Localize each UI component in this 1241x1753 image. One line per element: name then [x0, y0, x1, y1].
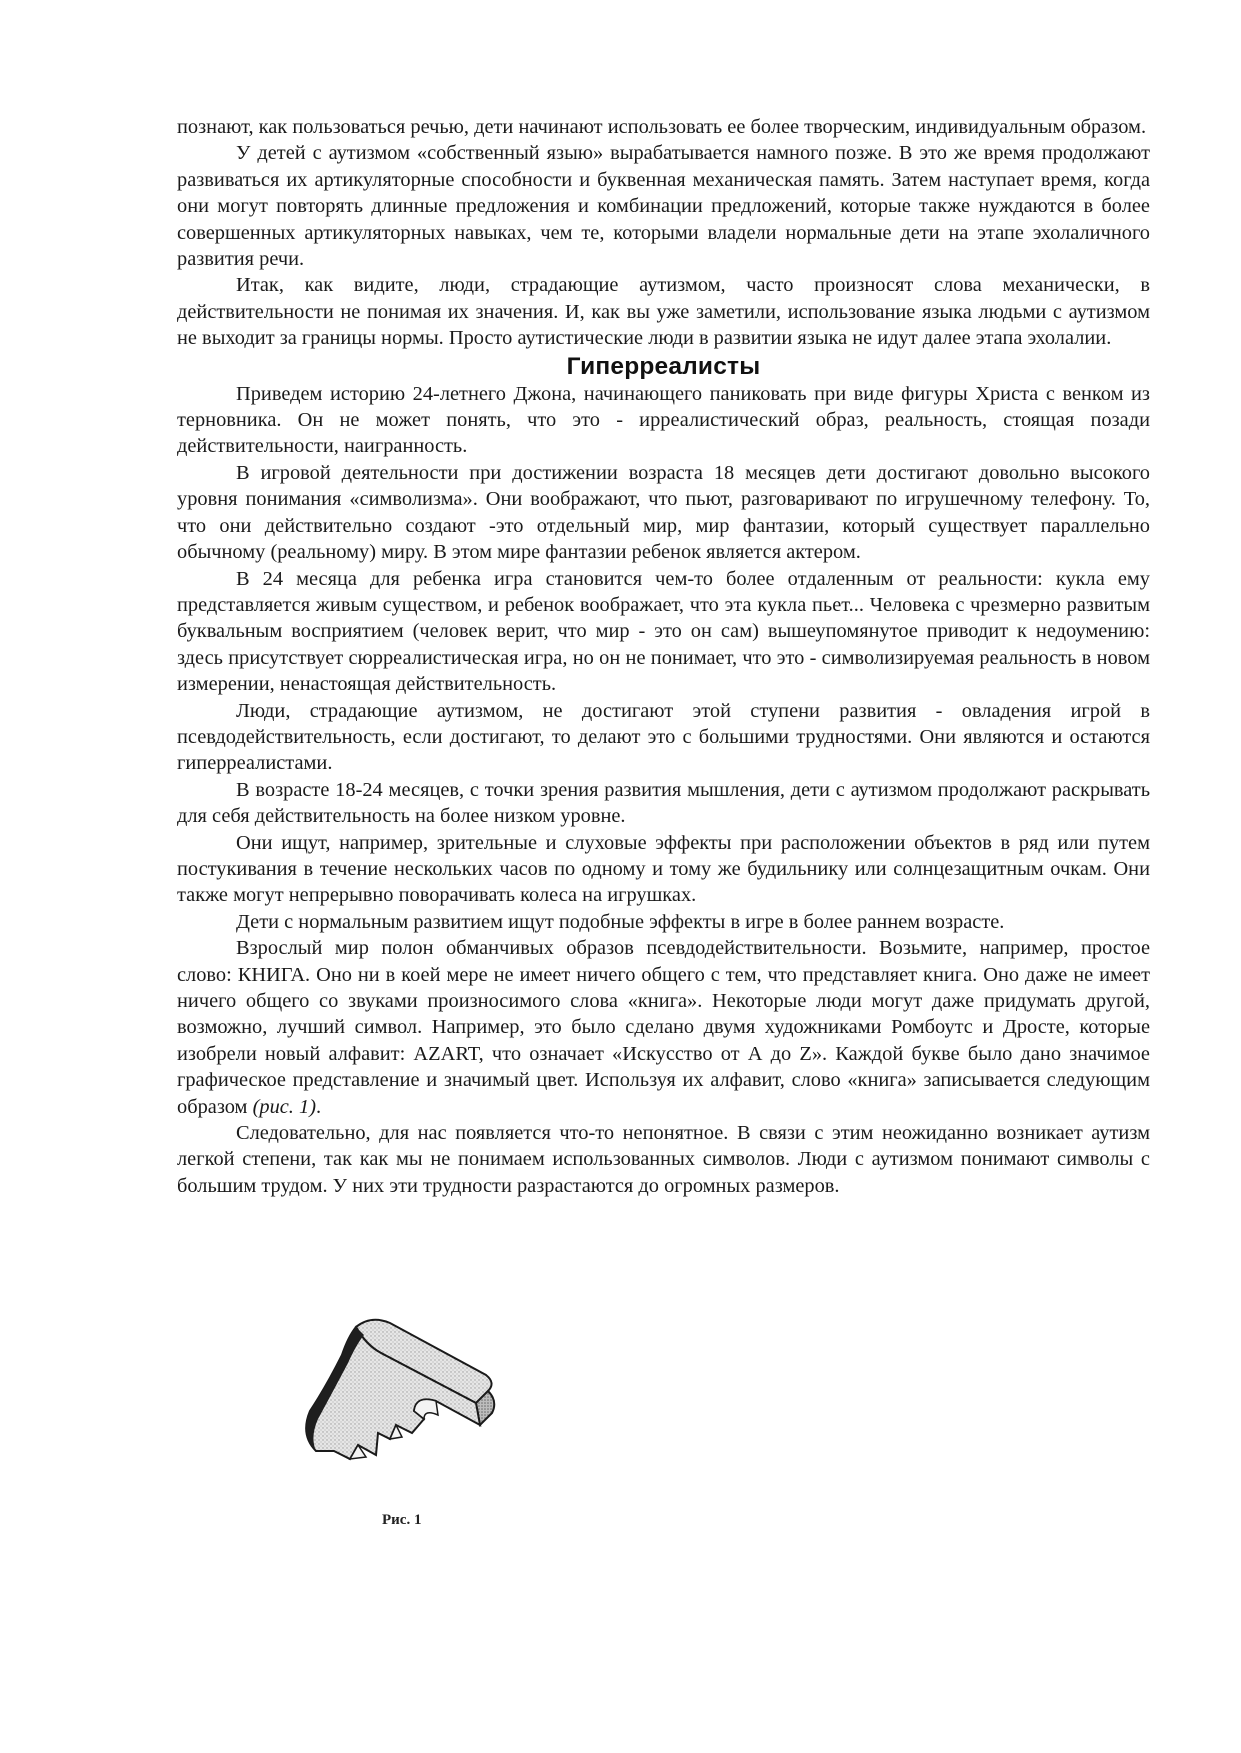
figure-azart-symbol — [286, 1315, 516, 1525]
paragraph: В 24 месяца для ребенка игра становится чем-то более отдаленным от реальности: кукла ему представляется живым существом, и ребенок воображает, что эта кукла пьет... Человека с чрезмерно развитым буквальным восприятием (человек верит, что мир - это он сам) вышеупомянутое приводит к недоумению: здесь присутствует сюрреалистическая игра, но он не понимает, что это - символизируемая реальность в новом измерении, ненастоящая действительность. — [177, 567, 1150, 696]
paragraph-azart — [177, 935, 1150, 1120]
paragraph: познают, как пользоваться речью, дети начинают использовать ее более творческим, индивидуальным образом. — [177, 116, 1147, 138]
figure-caption: Рис. 1 — [382, 1512, 422, 1528]
figure-reference: (рис. 1) — [252, 1095, 316, 1118]
section-title: Гиперреалисты — [566, 352, 761, 380]
paragraph: В возрасте 18-24 месяцев, с точки зрения развития мышления, дети с аутизмом продолжают раскрывать для себя действительность на более низком уровне. — [177, 778, 1150, 828]
paragraph: Люди, страдающие аутизмом, не достигают этой ступени развития - овладения игрой в псевдодействительность, если достигают, то делают это с большими трудностями. Они являются и остаются гиперреалистами. — [177, 699, 1150, 775]
paragraph: Они ищут, например, зрительные и слуховые эффекты при расположении объектов в ряд или путем постукивания в течение нескольких часов по одному и тому же будильнику или солнцезащитным очкам. Они также могут непрерывно поворачивать колеса на игрушках. — [177, 831, 1150, 907]
paragraph: Следовательно, для нас появляется что-то непонятное. В связи с этим неожиданно возникает аутизм легкой степени, так как мы не понимаем использованных символов. Люди с аутизмом понимают символы с большим трудом. У них эти трудности разрастаются до огромных размеров. — [177, 1122, 1150, 1197]
paragraph: В игровой деятельности при достижении возраста 18 месяцев дети достигают довольно высокого уровня понимания «символизма». Они воображают, что пьют, разговаривают по игрушечному телефону. То, что они действительно создают -это отдельный мир, мир фантазии, который существует параллельно обычному (реальному) миру. В этом мире фантазии ребенок является актером. — [177, 461, 1150, 564]
paragraph-azart-end: . — [316, 1095, 322, 1118]
paragraph-azart-text: Взрослый мир полон обманчивых образов псевдодействительности. Возьмите, например, простое слово: КНИГА. Оно ни в коей мере не имеет ничего общего с тем, что представляет книга. Оно даже не имеет ничего общего со звуками произносимого слова «книга». Некоторые люди могут даже придумать другой, возможно, лучший символ. Например, это было сделано двумя художниками Ромбоутс и Дросте, которые изобрели новый алфавит: AZART, что означает «Искусство от А до Z». Каждой букве было дано значимое графическое представление и значимый цвет. Используя их алфавит, слово «книга» записывается следующим образом — [177, 937, 1150, 1118]
paragraph: Итак, как видите, люди, страдающие аутизмом, часто произносят слова механически, в действительности не понимая их значения. И, как вы уже заметили, использование языка людьми с аутизмом не выходит за границы нормы. Просто аутистические люди в развитии языка не идут далее этапа эхолалии. — [177, 274, 1150, 350]
paragraph: Приведем историю 24-летнего Джона, начинающего паниковать при виде фигуры Христа с венком из терновника. Он не может понять, что это - ирреалистический образ, реальность, стоящая позади действительности, наигранность. — [177, 382, 1150, 458]
paragraph: У детей с аутизмом «собственный языю» вырабатывается намного позже. В это же время продолжают развиваться их артикуляторные способности и буквенная механическая память. Затем наступает время, когда они могут повторять длинные предложения и комбинации предложений, которые также нуждаются в более совершенных артикуляторных навыках, чем те, которыми владели нормальные дети на этапе эхолаличного развития речи. — [177, 142, 1150, 271]
paragraph: Дети с нормальным развитием ищут подобные эффекты в игре в более раннем возрасте. — [236, 910, 1005, 933]
azart-book-symbol-icon — [286, 1315, 516, 1515]
document-page — [177, 114, 1150, 1199]
